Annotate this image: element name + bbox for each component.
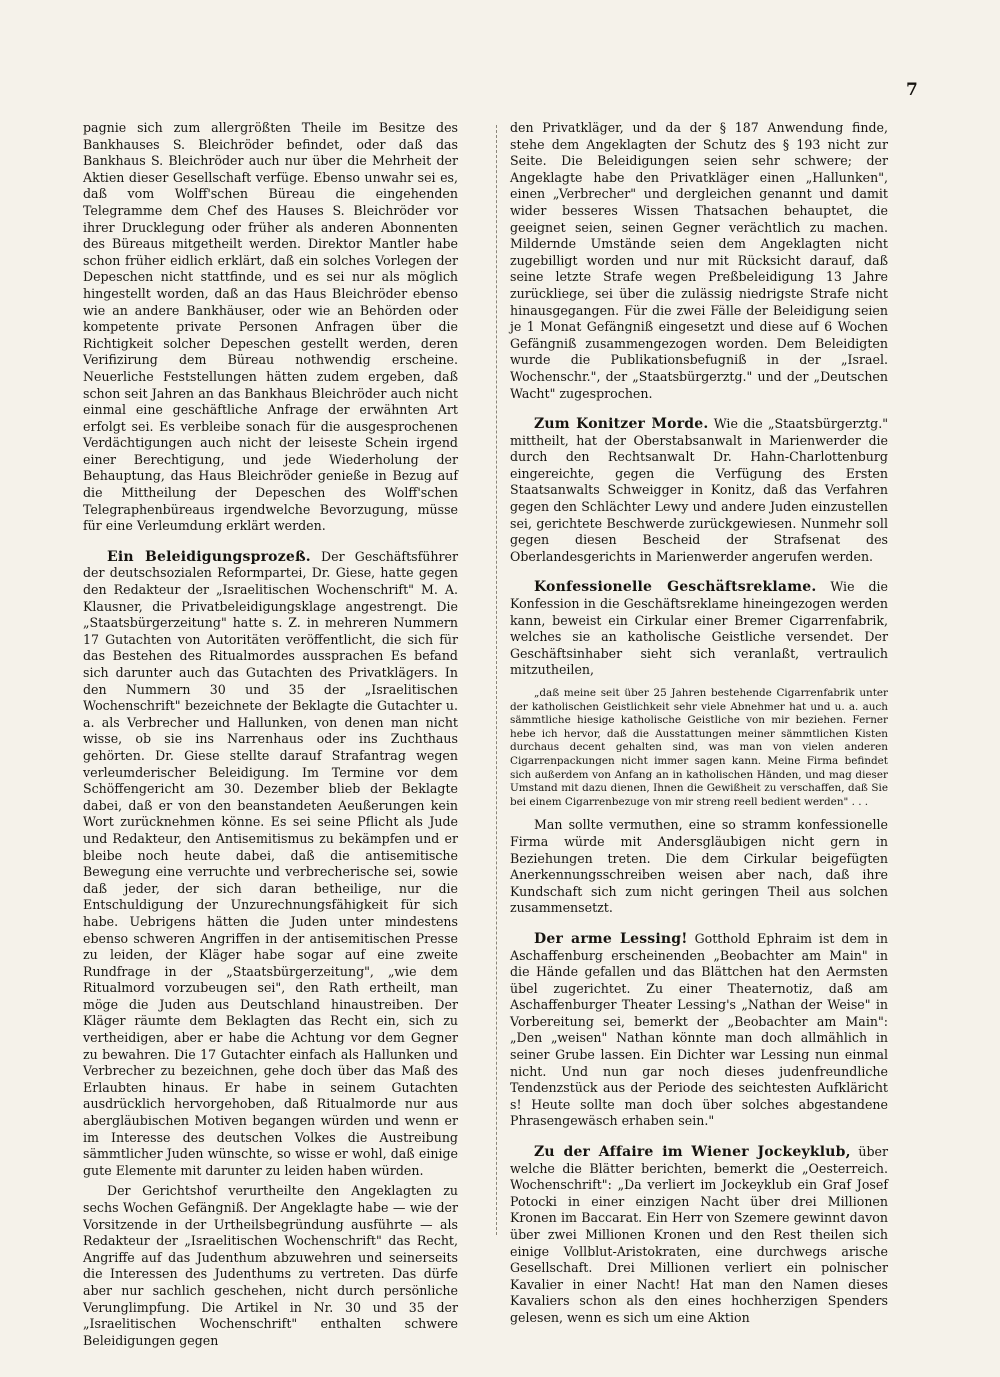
article-paragraph: Man sollte vermuthen, eine so stramm konfessionelle Firma würde mit Andersgläubigen nicht gern in Beziehungen treten. Die dem Cirkular beigefügten Anerkennungsschreiben weisen aber nach, daß ihre Kundschaft sich zum nicht geringen Theil aus solchen zusammensetzt. — [510, 817, 888, 916]
article-arme-lessing — [510, 931, 888, 1130]
article-text: Wie die Konfession in die Geschäftsreklame hineingezogen werden kann, beweist ein Cirkular einer Bremer Cigarrenfabrik, welches sie an katholische Geistliche versendet. Der Geschäftsinhaber sieht sich veranlaßt, vertraulich mitzutheilen, — [510, 579, 888, 678]
article-paragraph — [510, 931, 888, 1130]
article-paragraph — [83, 549, 458, 1180]
article-headline: Konfessionelle Geschäftsreklame. — [534, 579, 817, 596]
article-text: Wie die „Staatsbürgerztg." mittheilt, hat der Oberstabsanwalt in Marienwerder die durch den Rechtsanwalt Dr. Hahn-Charlottenburg eingereichte, gegen die Verfügung des Ersten Staatsanwalts Schweigger in Konitz, daß das Verfahren gegen den Schlächter Lewy und andere Juden einzustellen sei, gerichtete Beschwerde zurückgewiesen. Nunmehr soll gegen diesen Bescheid der Strafsenat des Oberlandesgerichts in Marienwerder angerufen werden. — [510, 416, 888, 564]
article-headline: Zu der Affaire im Wiener Jockeyklub, — [534, 1144, 851, 1161]
continuation-paragraph: den Privatkläger, und da der § 187 Anwendung finde, stehe dem Angeklagten der Schutz des § 193 nicht zur Seite. Die Beleidigungen seien sehr schwere; der Angeklagte habe den Privatkläger einen „Hallunken", einen „Verbrecher" und dergleichen genannt und damit wider besseres Wissen Thatsachen behauptet, die geeignet seien, seinen Gegner verächtlich zu machen. Mildernde Umstände seien dem Angeklagten nicht zugebilligt worden und nur mit Rücksicht darauf, daß seine letzte Strafe wegen Preßbeleidigung 13 Jahre zurückliege, sei über die zulässig niedrigste Strafe nicht hinausgegangen. Für die zwei Fälle der Beleidigung seien je 1 Monat Gefängniß eingesetzt und diese auf 6 Wochen Gefängniß zusammengezogen worden. Dem Beleidigten wurde die Publikationsbefugniß in der „Israel. Wochenschr.", der „Staatsbürgerztg." und der „Deutschen Wacht" zugesprochen. — [510, 120, 888, 401]
quoted-circular: „daß meine seit über 25 Jahren bestehende Cigarrenfabrik unter der katholischen Geistlichkeit sehr viele Abnehmer hat und u. a. auch sämmtliche hiesige katholische Geistliche von mir beziehen. Ferner hebe ich hervor, daß die Ausstattungen meiner sämmtlichen Kisten durchaus decent gehalten sind, was man von vielen anderen Cigarrenpackungen nicht immer sagen kann. Meine Firma befindet sich außerdem von Anfang an in katholischen Händen, und mag dieser Umstand mit dazu dienen, Ihnen die Gewißheit zu verschaffen, daß Sie bei einem Cigarrenbezuge von mir streng reell bedient werden" . . . — [510, 687, 888, 808]
article-text: über welche die Blätter berichten, bemerkt die „Oesterreich. Wochenschrift": „Da verliert im Jockeyklub ein Graf Josef Potocki in einer einzigen Nacht über drei Millionen Kronen im Baccarat. Ein Herr von Szemere gewinnt davon über zwei Millionen Kronen und den Rest theilen sich einige Vollblut-Aristokraten, eine durchwegs arische Gesellschaft. Drei Millionen verliert ein polnischer Kavalier in einer Nacht! Hat man den Namen dieses Kavaliers schon als den eines hochherzigen Spenders gelesen, wenn es sich um eine Aktion — [510, 1144, 888, 1325]
continuation-paragraph: pagnie sich zum allergrößten Theile im Besitze des Bankhauses S. Bleichröder befindet, oder daß das Bankhaus S. Bleichröder auch nur über die Mehrheit der Aktien dieser Gesellschaft verfüge. Ebenso unwahr sei es, daß vom Wolff'schen Büreau die eingehenden Telegramme dem Chef des Hauses S. Bleichröder vor ihrer Drucklegung oder früher als anderen Abonnenten des Büreaus mitgetheilt werden. Direktor Mantler habe schon früher eidlich erklärt, daß ein solches Vorlegen der Depeschen nicht stattfinde, und es sei nur als möglich hingestellt worden, daß an das Haus Bleichröder ebenso wie an andere Bankhäuser, oder wie an Behörden oder kompetente private Personen Anfragen über die Richtigkeit solcher Depeschen gestellt werden, deren Verifizirung dem Büreau nothwendig erscheine. Neuerliche Feststellungen hätten zudem ergeben, daß schon seit Jahren an das Bankhaus Bleichröder auch nicht einmal eine geschäftliche Anfrage der erwähnten Art erfolgt sei. Es verbleibe sonach für die ausgesprochenen Verdächtigungen auch nicht der leiseste Schein irgend einer Berechtigung, und jede Wiederholung der Behauptung, das Haus Bleichröder genieße in Bezug auf die Mittheilung der Depeschen des Wolff'schen Telegraphenbüreaus irgendwelche Bevorzugung, müsse für eine Verleumdung erklärt werden. — [83, 120, 458, 534]
article-paragraph — [510, 1144, 888, 1327]
article-geschaeftsreklame — [510, 579, 888, 916]
article-headline: Der arme Lessing! — [534, 930, 688, 947]
left-column — [83, 120, 458, 1349]
article-paragraph — [510, 579, 888, 679]
article-paragraph: Der Gerichtshof verurtheilte den Angeklagten zu sechs Wochen Gefängniß. Der Angeklagte habe — wie der Vorsitzende in der Urtheilsbegründung ausführte — als Redakteur der „Israelitischen Wochenschrift" das Recht, Angriffe auf das Judenthum abzuwehren und seinerseits die Interessen des Judenthums zu vertreten. Das dürfe aber nur sachlich geschehen, nicht durch persönliche Verunglimpfung. Die Artikel in Nr. 30 und 35 der „Israelitischen Wochenschrift" enthalten schwere Beleidigungen gegen — [83, 1183, 458, 1348]
article-headline: Ein Beleidigungsprozeß. — [107, 548, 311, 565]
article-wiener-jockeyklub — [510, 1144, 888, 1327]
article-text: Der Geschäftsführer der deutschsozialen Reformpartei, Dr. Giese, hatte gegen den Redakteur der „Israelitischen Wochenschrift" M. A. Klausner, die Privatbeleidigungsklage angestrengt. Die „Staatsbürgerzeitung" hatte s. Z. in mehreren Nummern 17 Gutachten von Autoritäten veröffentlicht, die sich für das Bestehen des Ritualmordes aussprachen Es befand sich darunter auch das Gutachten des Privatklägers. In den Nummern 30 und 35 der „Israelitischen Wochenschrift" bezeichnete der Beklagte die Gutachter u. a. als Verbrecher und Hallunken, von denen man nicht wisse, ob sie ins Narrenhaus oder ins Zuchthaus gehörten. Dr. Giese stellte darauf Strafantrag wegen verleumderischer Beleidigung. Im Termine vor dem Schöffengericht am 30. Dezember blieb der Beklagte dabei, daß er von den beanstandeten Aeußerungen kein Wort zurücknehmen könne. Es sei seine Pflicht als Jude und Redakteur, den Antisemitismus zu bekämpfen und er bleibe noch heute dabei, daß die antisemitische Bewegung eine verruchte und verbrecherische sei, sowie daß jeder, der sich daran betheilige, nur die Entschuldigung der Unzurechnungsfähigkeit für sich habe. Uebrigens hätten die Juden unter mindestens ebenso schweren Angriffen in der antisemitischen Presse zu leiden, der Kläger habe sogar auf eine zweite Rundfrage in der „Staatsbürgerzeitung", „wie dem Ritualmord vorzubeugen sei", den Rath ertheilt, man möge die Juden aus Deutschland hinaustreiben. Der Kläger räumte dem Beklagten das Recht ein, sich zu vertheidigen, aber er habe die Achtung vor dem Gegner zu bewahren. Die 17 Gutachter einfach als Hallunken und Verbrecher zu bezeichnen, gehe doch über das Maß des Erlaubten hinaus. Er habe in seinem Gutachten ausdrücklich hervorgehoben, daß Ritualmorde nur aus abergläubischen Motiven begangen würden und wenn er im Interesse des deutschen Volkes die Austreibung sämmtlicher Juden wünschte, so wisse er wohl, daß einige gute Elemente mit darunter zu leiden haben würden. — [83, 548, 458, 1178]
right-column — [510, 120, 888, 1327]
page-number: 7 — [906, 80, 918, 100]
article-paragraph — [510, 416, 888, 565]
article-text: Gotthold Ephraim ist dem in Aschaffenburg erscheinenden „Beobachter am Main" in die Hände gefallen und das Blättchen hat den Aermsten übel zugerichtet. Zu einer Theaternotiz, daß am Aschaffenburger Theater Lessing's „Nathan der Weise" in Vorbereitung sei, bemerkt der „Beobachter am Main": „Den „weisen" Nathan könnte man doch allmählich in seiner Grube lassen. Ein Dichter war Lessing nun einmal nicht. Und nun gar noch dieses judenfreundliche Tendenzstück aus der Periode des seichtesten Aufkläricht s! Heute sollte man doch über solches abgestandene Phrasengewäsch erhaben sein." — [510, 930, 888, 1129]
article-beleidigungsprozess — [83, 549, 458, 1350]
article-konitzer-morde — [510, 416, 888, 565]
article-headline: Zum Konitzer Morde. — [534, 416, 709, 433]
column-divider — [496, 125, 497, 1235]
